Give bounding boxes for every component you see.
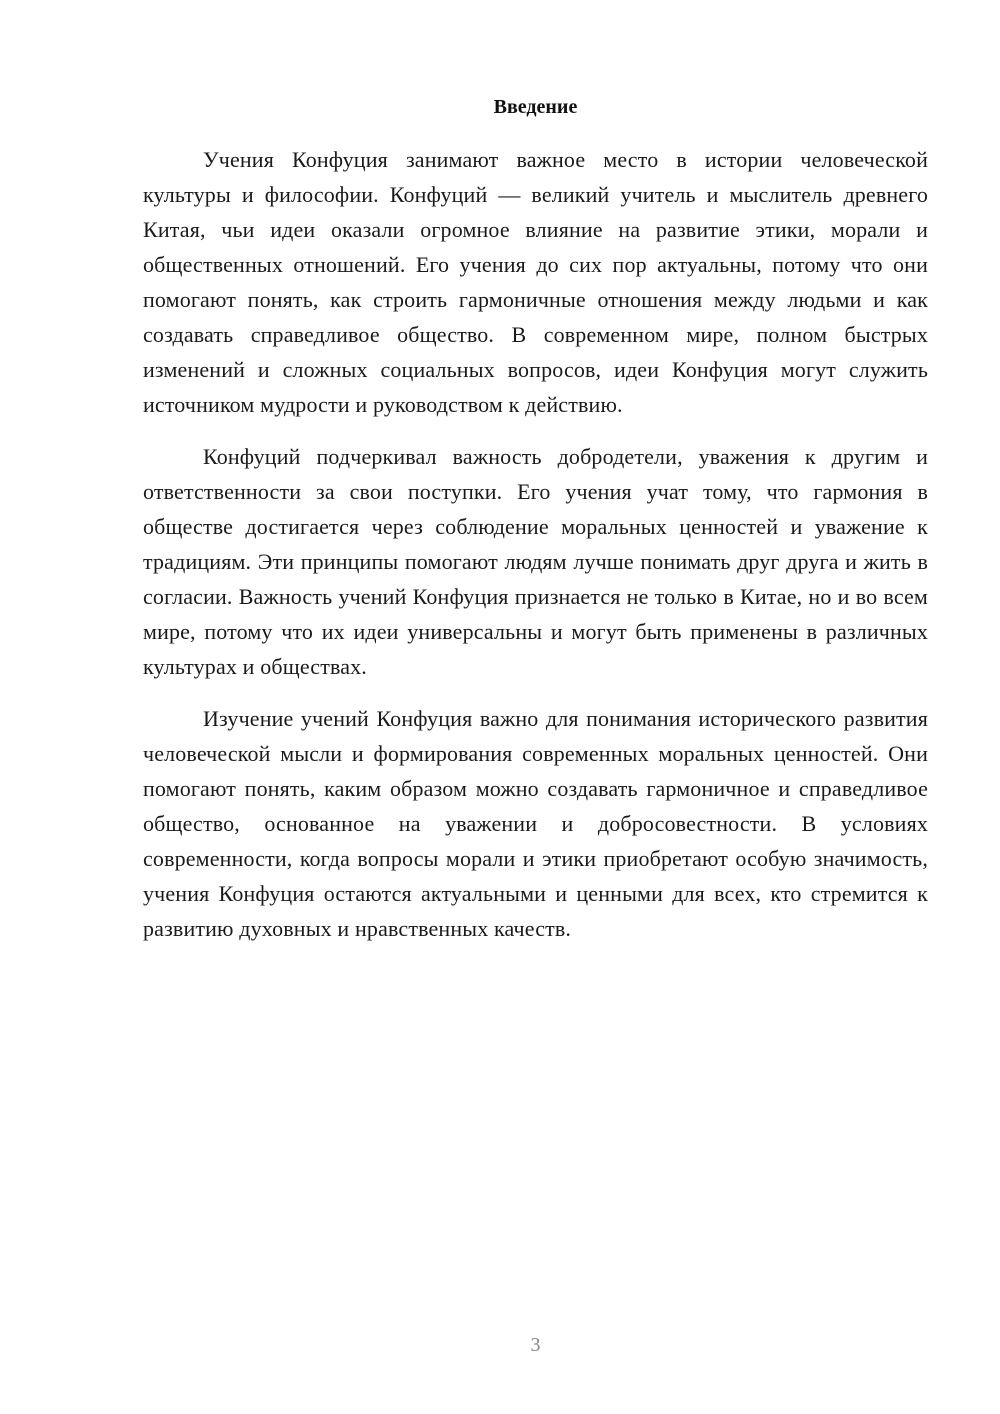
document-body [143, 142, 928, 963]
page-number: 3 [530, 1334, 541, 1356]
paragraph: Конфуций подчеркивал важность добродетели, уважения к другим и ответственности за свои поступки. Его учения учат тому, что гармония в обществе достигается через соблюдение моральных ценностей и уважение к традициям. Эти принципы помогают людям лучше понимать друг друга и жить в согласии. Важность учений Конфуция признается не только в Китае, но и во всем мире, потому что их идеи универсальны и могут быть применены в различных культурах и обществах. [143, 444, 928, 679]
paragraph: Учения Конфуция занимают важное место в истории человеческой культуры и философии. Конфуций — великий учитель и мыслитель древнего Китая, чьи идеи оказали огромное влияние на развитие этики, морали и общественных отношений. Его учения до сих пор актуальны, потому что они помогают понять, как строить гармоничные отношения между людьми и как создавать справедливое общество. В современном мире, полном быстрых изменений и сложных социальных вопросов, идеи Конфуция могут служить источником мудрости и руководством к действию. [143, 147, 928, 417]
section-title: Введение [493, 96, 578, 118]
paragraph: Изучение учений Конфуция важно для понимания исторического развития человеческой мысли и формирования современных моральных ценностей. Они помогают понять, каким образом можно создавать гармоничное и справедливое общество, основанное на уважении и добросовестности. В условиях современности, когда вопросы морали и этики приобретают особую значимость, учения Конфуция остаются актуальными и ценными для всех, кто стремится к развитию духовных и нравственных качеств. [143, 706, 928, 941]
